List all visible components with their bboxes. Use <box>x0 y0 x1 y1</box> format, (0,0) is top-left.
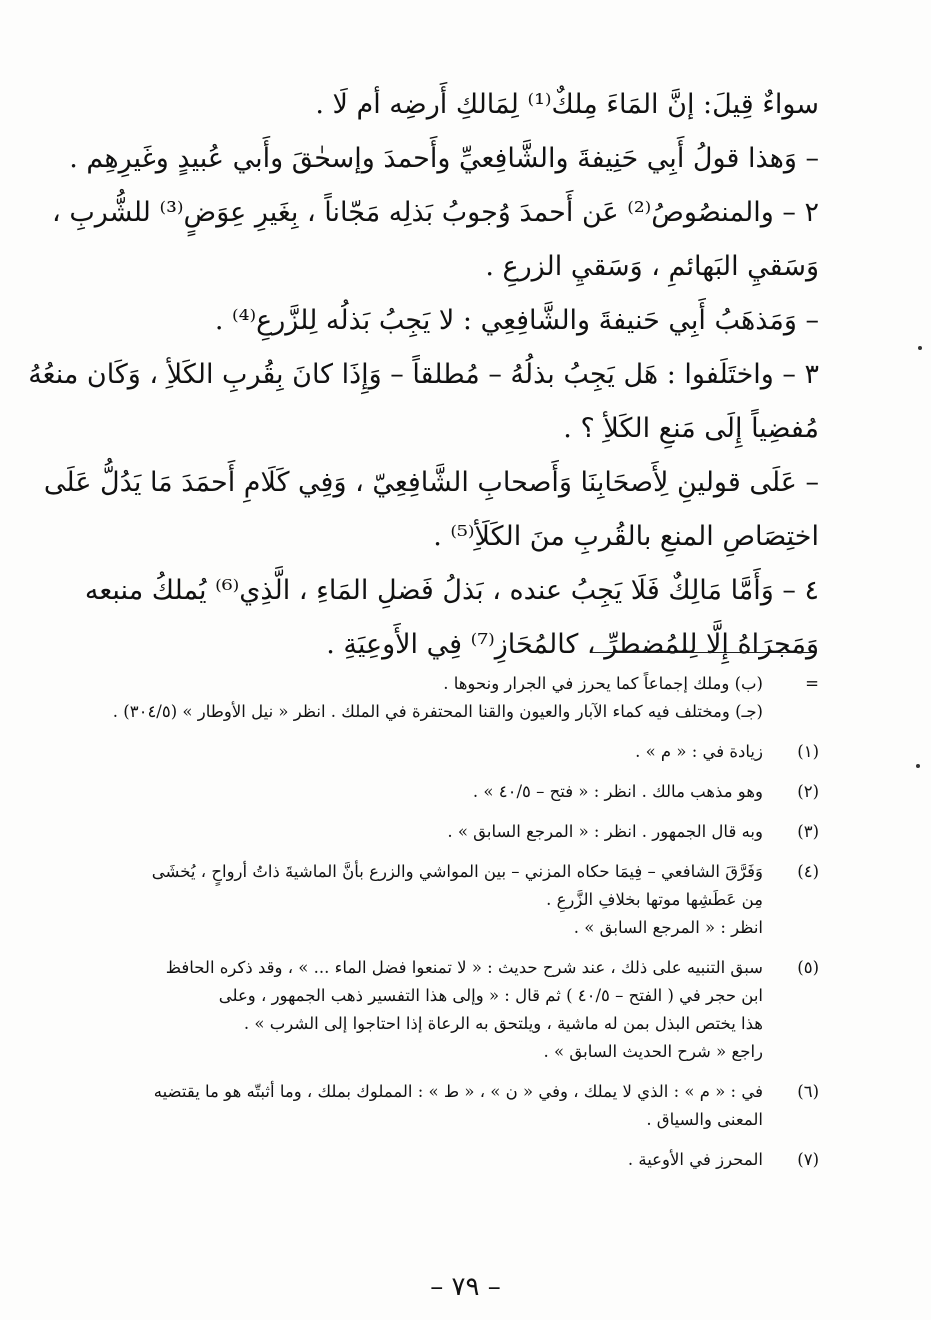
footnote-line: وهو مذهب مالك . انظر : « فتح – ٤٠/٥ » . <box>472 782 763 801</box>
footnote-2 <box>113 778 819 806</box>
main-text-line: وَمَجرَاهُ إِلَّا لِلمُضطرِّ ، كالمُحَازِ⁽⁷⁾ فِي الأَوعِيَةِ . <box>326 629 819 660</box>
footnote-6 <box>113 1078 819 1134</box>
footnote-number: (٥) <box>797 958 819 977</box>
main-text-line: – وَمَذهَبُ أَبِي حَنيفةَ والشَّافِعِي : لا يَجِبُ بَذلُه لِلزَّرعِ⁽⁴⁾ . <box>214 305 819 336</box>
footnote-line: المعنى والسياق . <box>646 1110 763 1129</box>
footnote-3 <box>113 818 819 846</box>
footnote-line: (جـ) ومختلف فيه كماء الآبار والعيون والقنا المحتفرة في الملك . انظر « نيل الأوطار » (٣٠٤/٥) . <box>112 702 763 721</box>
page-number: – ٧٩ – <box>430 1272 501 1302</box>
footnote-line: انظر : « المرجع السابق » . <box>573 918 763 937</box>
footnote-5 <box>113 954 819 1066</box>
main-text-block <box>28 78 819 672</box>
footnote-line: ابن حجر في ( الفتح – ٤٠/٥ ) ثم قال : « وإلى هذا التفسير ذهب الجمهور ، وعلى <box>218 986 763 1005</box>
main-text-line: – وَهذا قولُ أَبِي حَنِيفةَ والشَّافِعيِّ وأَحمدَ وإسحٰقَ وأَبي عُبيدٍ وغَيرِهِم . <box>69 143 819 174</box>
footnote-number: (٢) <box>797 782 819 801</box>
footnote-number: (١) <box>797 742 819 761</box>
footnote-number: (٧) <box>797 1150 819 1169</box>
footnote-divider <box>591 652 813 653</box>
main-text-line: ٤ – وَأَمَّا مَالِكٌ فَلَا يَجِبُ عنده ، بَذلُ فَضلِ المَاءِ ، الَّذِي⁽⁶⁾ يُملكُ منبعه <box>84 575 819 606</box>
main-text-line: وَسَقيِ البَهائمِ ، وَسَقيِ الزرعِ . <box>485 251 819 282</box>
main-text-line: ٣ – واختَلَفوا : هَل يَجِبُ بذلُهُ – مُطلقاً – وَإِذَا كانَ بِقُربِ الكَلأِ ، وَكَان منعُهُ <box>28 359 819 390</box>
scan-speck <box>918 346 922 350</box>
footnote-continuation <box>113 670 819 726</box>
footnote-number: (٦) <box>797 1082 819 1101</box>
footnote-line: زيادة في : « م » . <box>635 742 763 761</box>
footnote-line: راجع « شرح الحديث السابق » . <box>543 1042 763 1061</box>
footnote-line: وَفَرَّقَ الشافعي – فِيمَا حكاه المزني – بين المواشي والزرع بأنَّ الماشيةَ ذاتُ أرواحٍ ، يُخشَى <box>151 862 763 881</box>
main-text-line: سواءٌ قِيلَ: إنَّ المَاءَ مِلكٌ⁽¹⁾ لِمَالكِ أَرضِه أم لَا . <box>315 89 819 120</box>
footnote-number: (٤) <box>797 862 819 881</box>
scan-speck <box>916 764 920 768</box>
footnote-number: = <box>805 674 819 693</box>
main-text-line: – عَلَى قولينِ لِأَصحَابِنَا وَأَصحابِ الشَّافِعِيّ ، وَفِي كَلَامِ أَحمَدَ مَا يَدُلُّ عَلَى <box>43 467 819 498</box>
main-text-line: مُفضِياً إِلَى مَنعِ الكَلأِ ؟ . <box>563 413 819 444</box>
footnote-line: هذا يختص البذل بمن له ماشية ، ويلتحق به الرعاة إذا احتاجوا إلى الشرب » . <box>243 1014 763 1033</box>
footnote-7 <box>113 1146 819 1174</box>
footnote-1 <box>113 738 819 766</box>
footnote-line: (ب) وملك إجماعاً كما يحرز في الجرار ونحوها . <box>443 674 763 693</box>
footnote-line: سبق التنبيه على ذلك ، عند شرح حديث : « لا تمنعوا فضل الماء ... » ، وقد ذكره الحافظ <box>165 958 763 977</box>
footnote-line: المحرز في الأوعية . <box>627 1150 763 1169</box>
main-text-line: اختِصَاصِ المنعِ بالقُربِ منَ الكَلَأِ⁽⁵⁾ . <box>433 521 819 552</box>
footnote-4 <box>113 858 819 942</box>
footnote-line: في : « م » : الذي لا يملك ، وفي « ن » ، « ط » : المملوك بملك ، وما أثبتّه هو ما يقتضيه <box>153 1082 763 1101</box>
footnote-number: (٣) <box>797 822 819 841</box>
main-text-line: ٢ – والمنصُوصُ⁽²⁾ عَن أَحمدَ وُجوبُ بَذلِه مَجّاناً ، بِغَيرِ عِوَضٍ⁽³⁾ للشُّربِ ، <box>52 197 819 228</box>
footnote-line: مِن عَطَشِها موتها بخلافِ الزَّرعِ . <box>546 890 763 909</box>
footnote-line: وبه قال الجمهور . انظر : « المرجع السابق » . <box>447 822 763 841</box>
footnotes-block <box>113 670 819 1186</box>
